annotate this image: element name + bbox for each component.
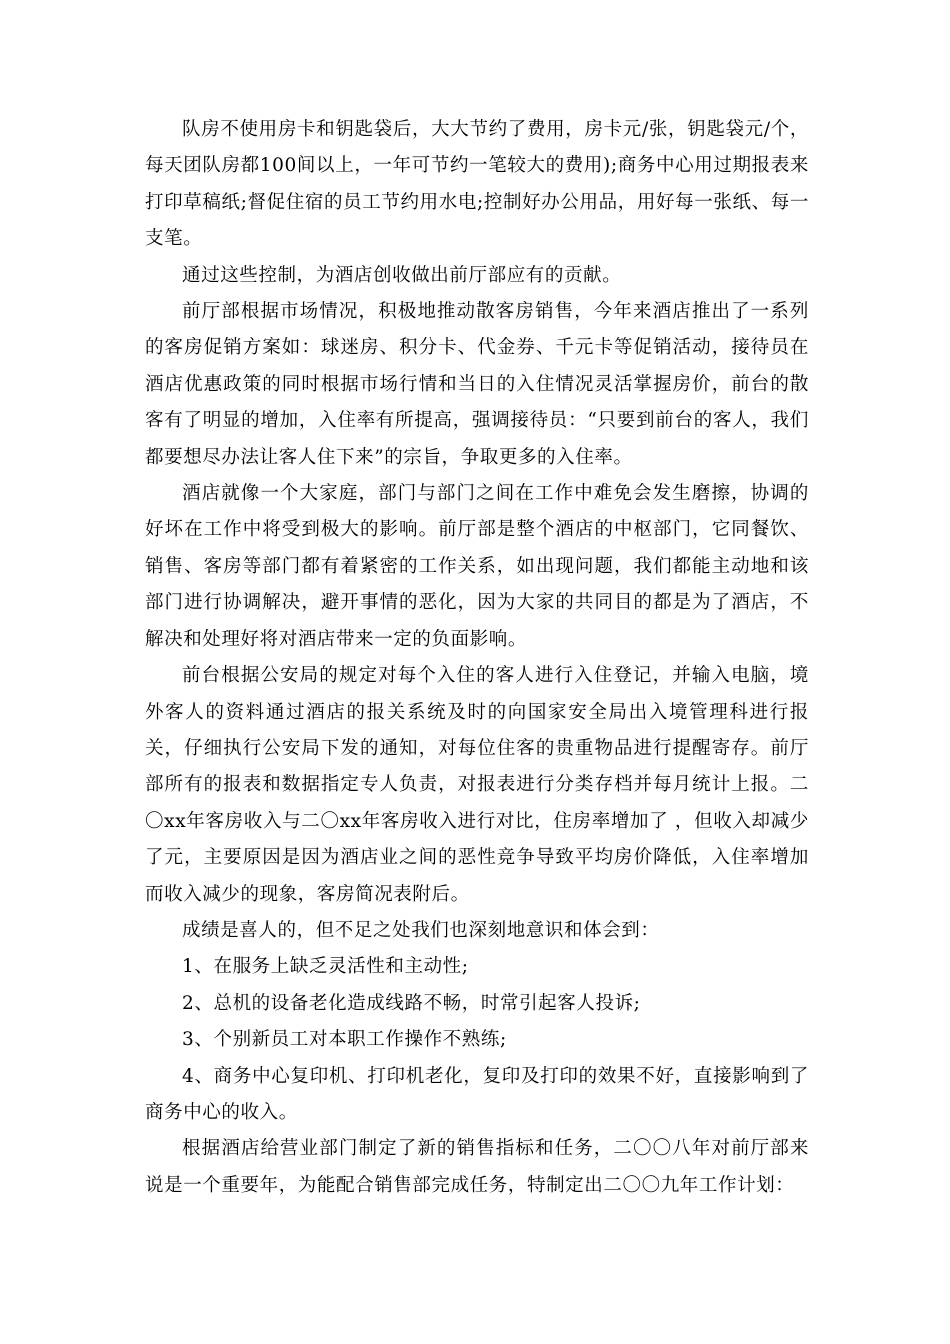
list-item-shortcoming-2: 2、总机的设备老化造成线路不畅，时常引起客人投诉;	[182, 992, 641, 1014]
list-item-shortcoming-4: 4、商务中心复印机、打印机老化，复印及打印的效果不好，直接影响到了商务中心的收入。	[145, 1065, 809, 1123]
paragraph-contribution: 通过这些控制，为酒店创收做出前厅部应有的贡献。	[182, 264, 622, 286]
paragraph-department-coordination: 酒店就像一个大家庭，部门与部门之间在工作中难免会发生磨擦，协调的好坏在工作中将受到极大的影响。前厅部是整个酒店的中枢部门，它同餐饮、销售、客房等部门都有着紧密的工作关系，如出现问题，我们都能主动地和该部门进行协调解决，避开事情的恶化，因为大家的共同目的都是为了酒店，不解决和处理好将对酒店带来一定的负面影响。	[145, 483, 809, 650]
paragraph-room-cost-savings: 队房不使用房卡和钥匙袋后，大大节约了费用，房卡元/张，钥匙袋元/个，每天团队房都100间以上，一年可节约一笔较大的费用);商务中心用过期报表来打印草稿纸;督促住宿的员工节约用水电;控制好办公用品，用好每一张纸、每一支笔。	[145, 119, 809, 250]
paragraph-shortcomings-intro: 成绩是喜人的，但不足之处我们也深刻地意识和体会到：	[182, 919, 660, 941]
document-body	[145, 112, 809, 1204]
paragraph-work-plan-intro: 根据酒店给营业部门制定了新的销售指标和任务，二〇〇八年对前厅部来说是一个重要年，为能配合销售部完成任务，特制定出二〇〇九年工作计划：	[145, 1138, 809, 1196]
paragraph-registration-and-reports: 前台根据公安局的规定对每个入住的客人进行入住登记，并输入电脑，境外客人的资料通过酒店的报关系统及时的向国家安全局出入境管理科进行报关，仔细执行公安局下发的通知，对每位住客的贵重物品进行提醒寄存。前厅部所有的报表和数据指定专人负责，对报表进行分类存档并每月统计上报。二〇xx年客房收入与二〇xx年客房收入进行对比，住房率增加了 ，但收入却减少了元，主要原因是因为酒店业之间的恶性竞争导致平均房价降低，入住率增加 而收入减少的现象，客房简况表附后。	[145, 665, 809, 905]
paragraph-room-sales: 前厅部根据市场情况，积极地推动散客房销售，今年来酒店推出了一系列的客房促销方案如：球迷房、积分卡、代金券、千元卡等促销活动，接待员在酒店优惠政策的同时根据市场行情和当日的入住情况灵活掌握房价，前台的散客有了明显的增加，入住率有所提高，强调接待员：“只要到前台的客人，我们都要想尽办法让客人住下来”的宗旨，争取更多的入住率。	[145, 301, 809, 468]
list-item-shortcoming-3: 3、个别新员工对本职工作操作不熟练;	[182, 1029, 507, 1051]
list-item-shortcoming-1: 1、在服务上缺乏灵活性和主动性;	[182, 956, 469, 978]
